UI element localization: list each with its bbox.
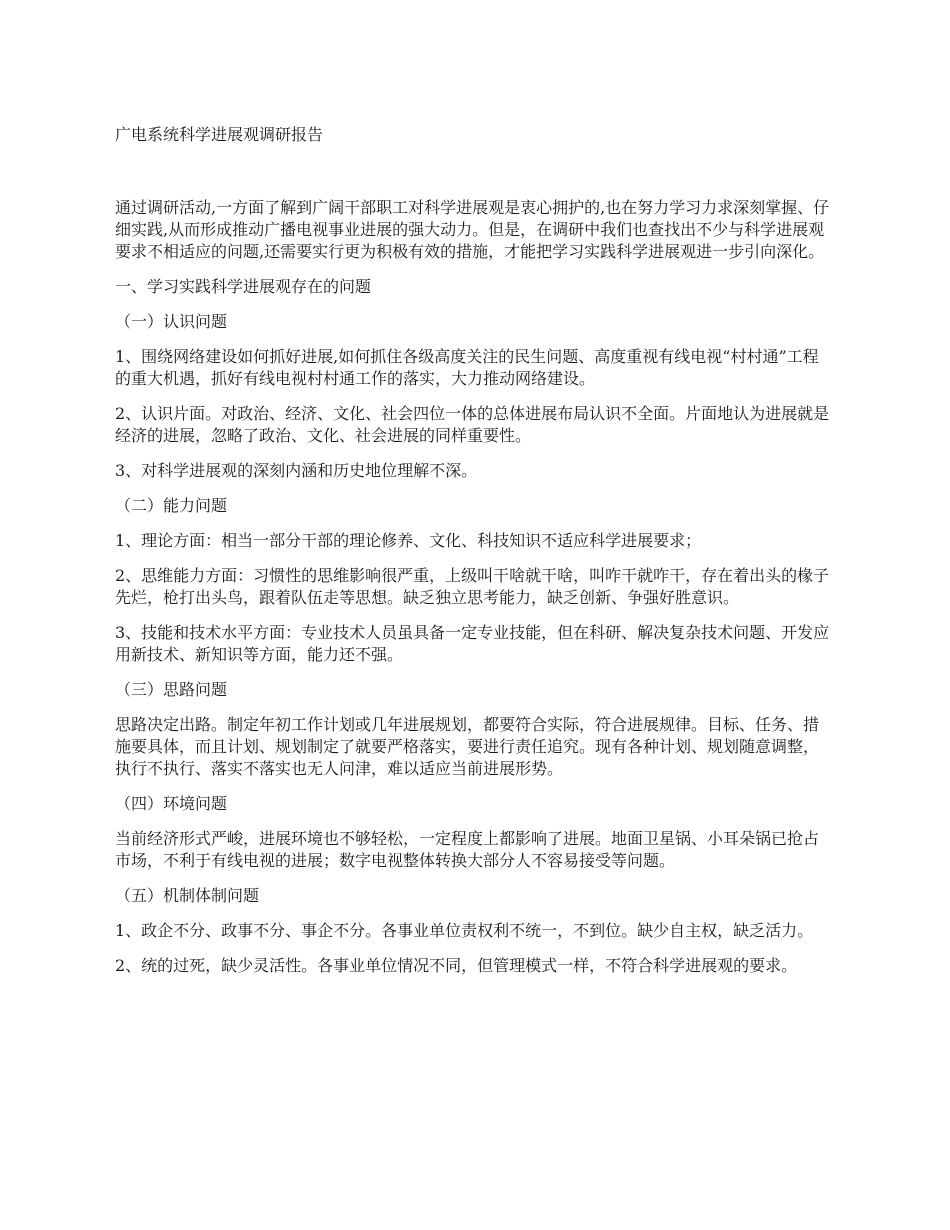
subsection-heading-environment: （四）环境问题: [115, 794, 228, 813]
cognition-item-3: 3、对科学进展观的深刻内涵和历史地位理解不深。: [115, 461, 478, 480]
mechanism-item-2: 2、统的过死，缺少灵活性。各事业单位情况不同，但管理模式一样，不符合科学进展观的要求。: [115, 956, 798, 975]
cognition-item-1: 1、围绕网络建设如何抓好进展,如何抓住各级高度关注的民生问题、高度重视有线电视“村村通”工程的重大机遇，抓好有线电视村村通工作的落实，大力推动网络建设。: [115, 347, 819, 388]
document-title: 广电系统科学进展观调研报告: [115, 125, 324, 144]
subsection-heading-thinking: （三）思路问题: [115, 680, 228, 699]
subsection-heading-cognition: （一）认识问题: [115, 312, 228, 331]
mechanism-item-1: 1、政企不分、政事不分、事企不分。各事业单位责权利不统一，不到位。缺少自主权，缺乏活力。: [115, 921, 814, 940]
document-body: [115, 197, 830, 990]
section-heading: 一、学习实践科学进展观存在的问题: [115, 277, 372, 296]
ability-item-1: 1、理论方面：相当一部分干部的理论修养、文化、科技知识不适应科学进展要求；: [115, 531, 702, 550]
cognition-item-2: 2、认识片面。对政治、经济、文化、社会四位一体的总体进展布局认识不全面。片面地认为进展就是经济的进展，忽略了政治、文化、社会进展的同样重要性。: [115, 404, 830, 445]
subsection-heading-mechanism: （五）机制体制问题: [115, 886, 260, 905]
subsection-heading-ability: （二）能力问题: [115, 496, 228, 515]
ability-item-2: 2、思维能力方面：习惯性的思维影响很严重，上级叫干啥就干啥，叫咋干就咋干，存在着出头的椽子先烂，枪打出头鸟，跟着队伍走等思想。缺乏独立思考能力，缺乏创新、争强好胜意识。: [115, 566, 830, 607]
environment-paragraph: 当前经济形式严峻，进展环境也不够轻松，一定程度上都影响了进展。地面卫星锅、小耳朵锅已抢占市场，不利于有线电视的进展；数字电视整体转换大部分人不容易接受等问题。: [115, 829, 820, 870]
ability-item-3: 3、技能和技术水平方面：专业技术人员虽具备一定专业技能，但在科研、解决复杂技术问题、开发应用新技术、新知识等方面，能力还不强。: [115, 623, 830, 664]
thinking-paragraph: 思路决定出路。制定年初工作计划或几年进展规划，都要符合实际，符合进展规律。目标、任务、措施要具体，而且计划、规划制定了就要严格落实，要进行责任追究。现有各种计划、规划随意调整，执行不执行、落实不落实也无人问津，难以适应当前进展形势。: [115, 715, 820, 778]
intro-paragraph: 通过调研活动,一方面了解到广阔干部职工对科学进展观是衷心拥护的,也在努力学习力求深刻掌握、仔细实践,从而形成推动广播电视事业进展的强大动力。但是，在调研中我们也查找出不少与科学进展观要求不相适应的问题,还需要实行更为积极有效的措施，才能把学习实践科学进展观进一步引向深化。: [115, 198, 830, 261]
